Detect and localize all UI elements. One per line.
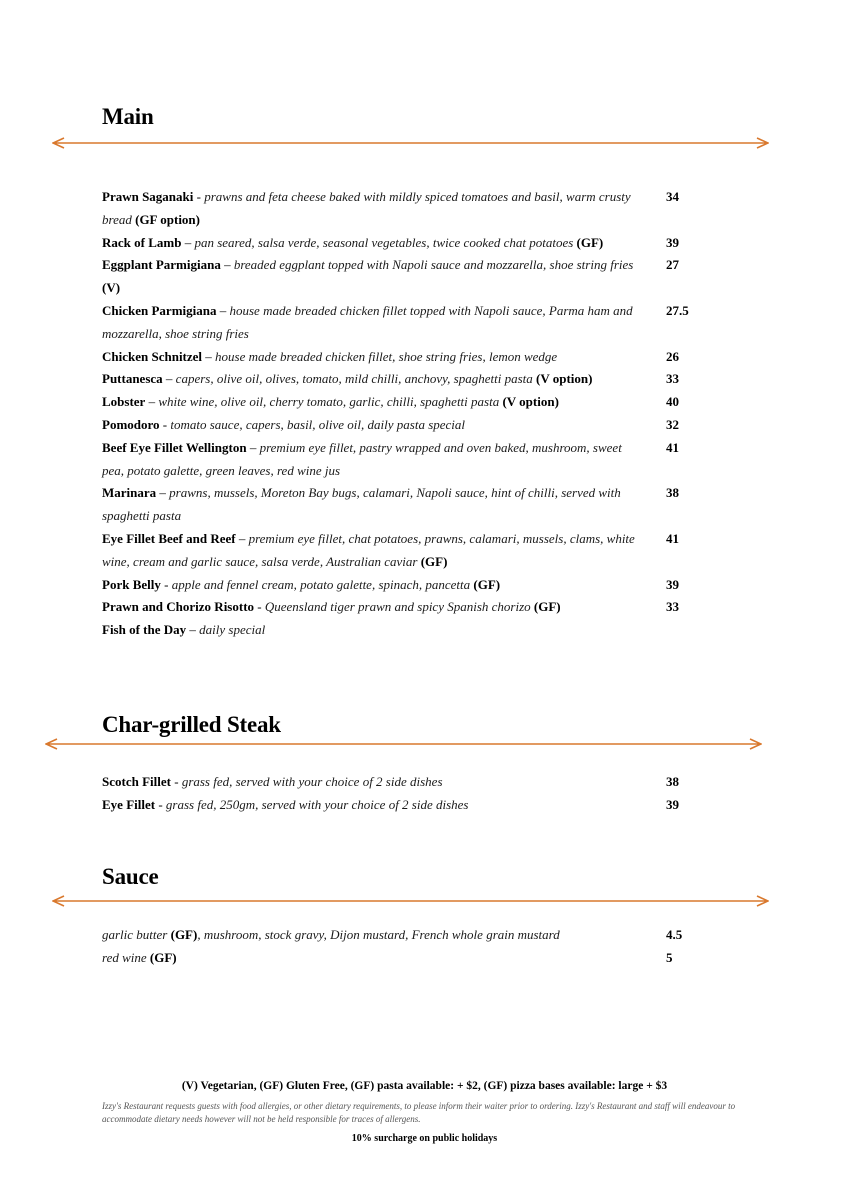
item-price: 27.5	[666, 302, 689, 318]
arrow-divider	[52, 895, 769, 907]
menu-list-sauce	[102, 924, 702, 970]
menu-item: Scotch Fillet - grass fed, served with your choice of 2 side dishes 38	[102, 771, 702, 794]
dietary-tag: (GF)	[149, 949, 177, 965]
item-description: premium eye fillet, chat potatoes, prawns, calamari, mussels, clams, white wine, cream and garlic sauce, salsa verde, Australian caviar	[102, 530, 635, 569]
item-description: grass fed, 250gm, served with your choice of 2 side dishes	[165, 796, 469, 812]
dietary-tag: (GF)	[533, 599, 561, 615]
item-name: Chicken Parmigiana	[102, 302, 217, 318]
item-price: 27	[666, 257, 679, 273]
dietary-tag: (GF option)	[135, 211, 200, 227]
dietary-tag: (V)	[102, 280, 121, 296]
arrow-divider	[52, 137, 769, 149]
section-heading-main: Main	[102, 104, 154, 129]
item-name: Puttanesca	[102, 371, 163, 387]
menu-item: Pomodoro - tomato sauce, capers, basil, olive oil, daily pasta special 32	[102, 414, 702, 437]
item-price: 5	[666, 949, 673, 965]
item-name: Fish of the Day	[102, 622, 187, 638]
item-price: 38	[666, 774, 679, 789]
surcharge-notice: 10% surcharge on public holidays	[351, 1133, 498, 1144]
allergy-notice: Izzy's Restaurant requests guests with food allergies, or other dietary requirements, to please inform their waiter prior to ordering. Izzy's Restaurant and staff will endeavour to accommodate dietary needs however will not be held responsible for traces of allergens.	[102, 1101, 736, 1124]
dietary-tag: (GF)	[420, 553, 448, 569]
item-price: 40	[666, 394, 679, 410]
menu-item	[102, 924, 702, 947]
item-price: 41	[666, 439, 679, 455]
item-price: 33	[666, 599, 679, 615]
item-description: house made breaded chicken fillet topped with Napoli sauce, Parma ham and mozzarella, shoe string fries	[102, 302, 633, 341]
menu-item: Rack of Lamb – pan seared, salsa verde, seasonal vegetables, twice cooked chat potatoes (GF) 39	[102, 232, 702, 255]
item-description: apple and fennel cream, potato galette, spinach, pancetta	[171, 576, 474, 592]
item-name: Chicken Schnitzel	[102, 348, 203, 364]
section-heading-steak: Char-grilled Steak	[102, 712, 281, 737]
item-description: premium eye fillet, pastry wrapped and oven baked, mushroom, sweet pea, potato galette, green leaves, red wine jus	[102, 439, 622, 478]
dietary-tag: (GF)	[576, 234, 604, 250]
item-name: Pork Belly	[102, 576, 161, 592]
item-price: 39	[666, 234, 679, 250]
menu-item: Chicken Schnitzel – house made breaded chicken fillet, shoe string fries, lemon wedge 26	[102, 346, 702, 369]
item-price: 33	[666, 371, 679, 387]
item-description: red wine	[102, 949, 150, 965]
section-heading-sauce: Sauce	[102, 864, 159, 889]
menu-item: Marinara – prawns, mussels, Moreton Bay bugs, calamari, Napoli sauce, hint of chilli, served with spaghetti pasta 38	[102, 482, 702, 528]
item-price: 4.5	[666, 927, 683, 942]
item-name: Marinara	[102, 485, 157, 501]
dietary-tag: (GF)	[473, 576, 501, 592]
menu-item: Fish of the Day – daily special	[102, 622, 266, 638]
item-name: Eye Fillet	[102, 796, 156, 812]
item-description: pan seared, salsa verde, seasonal vegetables, twice cooked chat potatoes	[194, 234, 577, 250]
item-name: Scotch Fillet	[102, 774, 171, 789]
item-price: 38	[666, 485, 679, 501]
dietary-tag: (V option)	[502, 394, 559, 410]
item-name: Pomodoro	[102, 416, 160, 432]
menu-item: Eye Fillet Beef and Reef – premium eye fillet, chat potatoes, prawns, calamari, mussels, clams, white wine, cream and garlic sauce, salsa verde, Australian caviar (GF) 41	[102, 528, 702, 574]
item-description: prawns, mussels, Moreton Bay bugs, calamari, Napoli sauce, hint of chilli, served with spaghetti pasta	[102, 485, 621, 524]
menu-item: Prawn and Chorizo Risotto - Queensland tiger prawn and spicy Spanish chorizo (GF) 33	[102, 596, 702, 619]
menu-item: Eye Fillet - grass fed, 250gm, served with your choice of 2 side dishes 39	[102, 794, 702, 817]
item-description: grass fed, served with your choice of 2 side dishes	[181, 774, 443, 789]
menu-item: Beef Eye Fillet Wellington – premium eye fillet, pastry wrapped and oven baked, mushroom, sweet pea, potato galette, green leaves, red wine jus 41	[102, 437, 702, 483]
item-description: breaded eggplant topped with Napoli sauce and mozzarella, shoe string fries	[233, 257, 634, 273]
menu-item: Chicken Parmigiana – house made breaded chicken fillet topped with Napoli sauce, Parma ham and mozzarella, shoe string fries 27.5	[102, 300, 702, 346]
item-description: prawns and feta cheese baked with mildly spiced tomatoes and basil, warm crusty bread	[102, 189, 631, 227]
dietary-legend: (V) Vegetarian, (GF) Gluten Free, (GF) pasta available: + $2, (GF) pizza bases available: large + $3	[181, 1080, 668, 1092]
item-description: house made breaded chicken fillet, shoe string fries, lemon wedge	[215, 348, 558, 364]
item-description: daily special	[199, 622, 266, 638]
item-description: tomato sauce, capers, basil, olive oil, daily pasta special	[170, 416, 466, 432]
item-price: 26	[666, 348, 679, 364]
menu-item: Lobster – white wine, olive oil, cherry tomato, garlic, chilli, spaghetti pasta (V option) 40	[102, 391, 702, 414]
menu-item: Pork Belly - apple and fennel cream, potato galette, spinach, pancetta (GF) 39	[102, 574, 702, 597]
arrow-divider	[45, 738, 762, 750]
item-price: 41	[666, 530, 679, 546]
menu-item	[102, 947, 702, 970]
item-price: 39	[666, 796, 679, 812]
item-price: 39	[666, 576, 679, 592]
item-name: Rack of Lamb	[102, 234, 182, 250]
item-price: 34	[666, 189, 679, 204]
item-description: garlic butter	[102, 927, 171, 942]
item-description: , mushroom, stock gravy, Dijon mustard, French whole grain mustard	[197, 927, 560, 942]
item-price: 32	[666, 416, 679, 432]
item-description: white wine, olive oil, cherry tomato, garlic, chilli, spaghetti pasta	[158, 394, 503, 410]
item-name: Prawn and Chorizo Risotto	[102, 599, 255, 615]
item-description: capers, olive oil, olives, tomato, mild chilli, anchovy, spaghetti pasta	[175, 371, 537, 387]
item-name: Beef Eye Fillet Wellington	[102, 439, 247, 455]
item-name: Eggplant Parmigiana	[102, 257, 221, 273]
menu-item: Prawn Saganaki - prawns and feta cheese baked with mildly spiced tomatoes and basil, warm crusty bread (GF option) 34	[102, 186, 702, 232]
menu-item: Puttanesca – capers, olive oil, olives, tomato, mild chilli, anchovy, spaghetti pasta (V option) 33	[102, 368, 702, 391]
item-name: Eye Fillet Beef and Reef	[102, 530, 236, 546]
item-name: Prawn Saganaki	[102, 189, 194, 204]
item-name: Lobster	[102, 394, 146, 410]
menu-list-steak	[102, 771, 702, 817]
dietary-tag: (GF)	[170, 927, 198, 942]
menu-item: Eggplant Parmigiana – breaded eggplant topped with Napoli sauce and mozzarella, shoe string fries (V) 27	[102, 254, 702, 300]
menu-list-main	[102, 186, 702, 642]
item-description: Queensland tiger prawn and spicy Spanish chorizo	[264, 599, 534, 615]
dietary-tag: (V option)	[536, 371, 593, 387]
